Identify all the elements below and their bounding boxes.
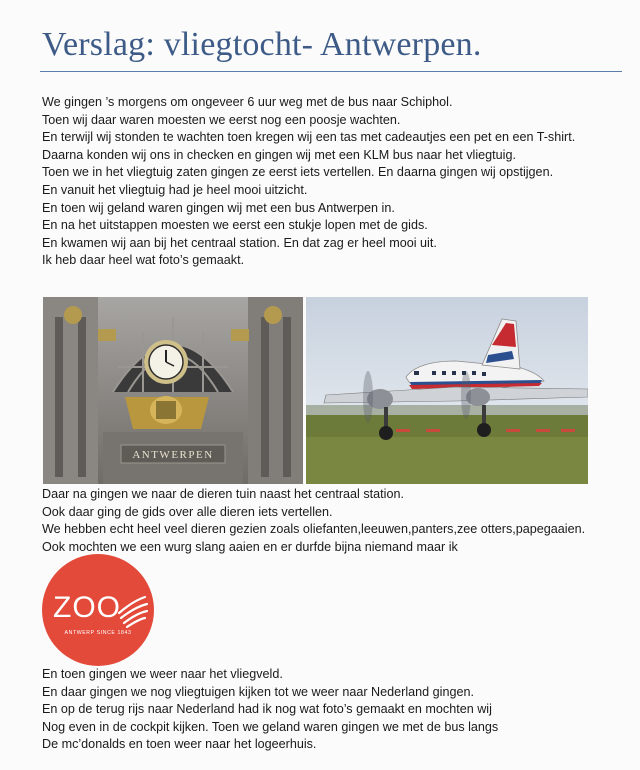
text-line: Toen we in het vliegtuig zaten gingen ze eerst iets vertellen. En daarna gingen wij opstijgen. <box>42 165 554 180</box>
text-line: Toen wij daar waren moesten we eerst nog een poosje wachten. <box>42 112 401 127</box>
text-line: Nog even in de cockpit kijken. Toen we geland waren gingen we met de bus langs <box>42 719 499 734</box>
text-line: En toen gingen we weer naar het vliegveld. <box>42 667 283 681</box>
text-line: En na het uitstappen moesten we eerst een stukje lopen met de gids. <box>42 218 428 233</box>
text-line: En daar gingen we nog vliegtuigen kijken tot we weer naar Nederland gingen. <box>42 684 474 699</box>
paragraph-intro <box>42 94 575 270</box>
text-line: En op de terug rijs naar Nederland had ik nog wat foto’s gemaakt en mochten wij <box>42 702 492 717</box>
paragraph-zoo <box>42 486 585 556</box>
text-line: Daarna konden wij ons in checken en gingen wij met een KLM bus naar het vliegtuig. <box>42 147 516 162</box>
station-sign-text: ANTWERPEN <box>132 449 214 461</box>
text-line: Daar na gingen we naar de dieren tuin naast het centraal station. <box>42 487 404 501</box>
text-line: Ook daar ging de gids over alle dieren iets vertellen. <box>42 504 333 519</box>
text-line: En toen wij geland waren gingen wij met een bus Antwerpen in. <box>42 200 395 215</box>
text-line: De mc’donalds en toen weer naar het logeerhuis. <box>42 737 317 752</box>
text-line: We gingen ’s morgens om ongeveer 6 uur weg met de bus naar Schiphol. <box>42 95 453 109</box>
dc3-airplane-photo <box>306 297 588 484</box>
text-line: We hebben echt heel veel dieren gezien zoals oliefanten,leeuwen,panters,zee otters,papegaaien. <box>42 522 586 537</box>
title-divider <box>40 71 622 72</box>
text-line: Ik heb daar heel wat foto’s gemaakt. <box>42 253 245 268</box>
antwerp-station-photo <box>43 297 303 484</box>
zoo-logo-tagline: ANTWERP SINCE 1843 <box>64 630 132 636</box>
paragraph-return <box>42 666 498 754</box>
zoo-logo-text: ZOO <box>53 591 121 624</box>
page-title: Verslag: vliegtocht- Antwerpen. <box>42 26 482 63</box>
text-line: Ook mochten we een wurg slang aaien en er durfde bijna niemand maar ik <box>42 539 458 554</box>
text-line: En vanuit het vliegtuig had je heel mooi uitzicht. <box>42 182 308 197</box>
zoo-antwerpen-logo <box>41 553 155 667</box>
text-line: En terwijl wij stonden te wachten toen kregen wij een tas met cadeautjes een pet en een T-shirt. <box>42 130 576 145</box>
text-line: En kwamen wij aan bij het centraal station. En dat zag er heel mooi uit. <box>42 235 437 250</box>
